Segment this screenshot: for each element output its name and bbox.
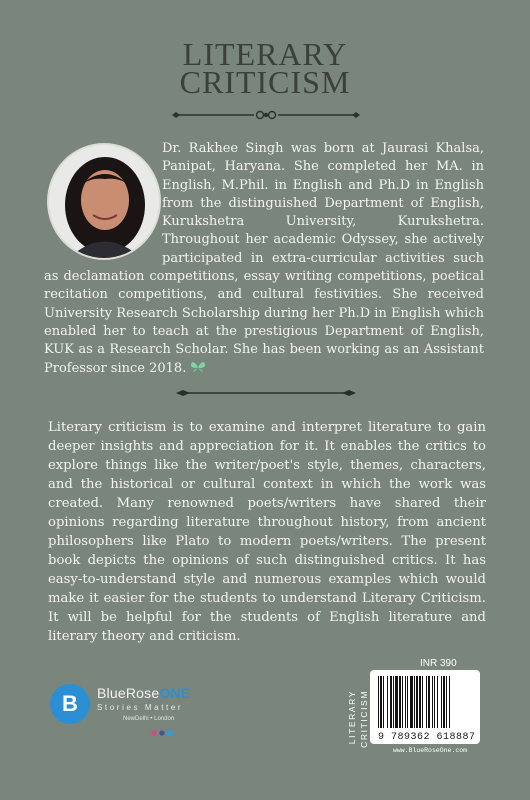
barcode-bar <box>410 676 413 728</box>
barcode-bar <box>383 676 384 728</box>
barcode-bar <box>380 676 382 728</box>
barcode-bar <box>422 676 423 728</box>
barcode-bar <box>449 676 450 728</box>
title-ornament <box>168 105 364 125</box>
barcode-bar <box>437 676 438 728</box>
publisher-logo-letter: B <box>62 691 78 716</box>
author-bio-text: Dr. Rakhee Singh was born at Jaurasi Khalsa, Panipat, Haryana. She completed her MA. in English, M.Phil. in English and Ph.D in English from the distinguished Department of English, Kurukshetra University, Kurukshetra. Throughout her academic Odyssey, she actively participated in extra-curricular activities such as declamation competitions, essay writing competitions, poetical recitation competitions, and cultural festivities. She received University Research Scholarship during her Ph.D in English which enabled her to teach at the prestigious Department of English, KUK as a Research Scholar. She has been working as an Assistant Professor since 2018. <box>44 141 484 376</box>
social-icons <box>151 729 175 737</box>
publisher-locations: NewDelhi • London <box>123 716 175 722</box>
barcode-bar <box>405 676 406 728</box>
publisher-url: www.BlueRoseOne.com <box>392 747 468 754</box>
barcode-bar <box>378 676 379 728</box>
barcode-bar <box>390 676 392 728</box>
barcode-bar <box>407 676 408 728</box>
barcode-bar <box>441 676 442 728</box>
spine-title: LITERARY CRITICISM <box>347 690 369 748</box>
isbn-number: 9 789362 618887 <box>378 732 476 743</box>
barcode-bar <box>395 676 398 728</box>
barcode-bar <box>426 676 427 728</box>
book-title-line2: CRITICISM <box>179 64 351 100</box>
author-bio <box>44 140 484 378</box>
publisher-tagline: Stories Matter <box>97 703 184 712</box>
barcode-bar <box>402 676 403 728</box>
barcode-bar <box>399 676 401 728</box>
price-label: INR 390 <box>420 658 457 669</box>
barcode-bar <box>428 676 430 728</box>
barcode-bar <box>393 676 394 728</box>
barcode-bar <box>414 676 415 728</box>
barcode-bar <box>419 676 421 728</box>
book-description: Literary criticism is to examine and interpret literature to gain deeper insights and appreciation for it. It enables the critics to explore things like the writer/poet's style, themes, characters, and the historical or cultural context in which the work was created. Many renowned poets/writers have shared their opinions regarding literature throughout history, from ancient philosophers like Plato to modern poets/writers. The present book depicts the opinions of such distinguished critics. It has easy-to-understand style and numerous examples which would make it easier for the students to understand Literary Criticism. It will be helpful for the students of English literature and literary theory and criticism. <box>48 420 486 644</box>
barcode-bar <box>434 676 435 728</box>
barcode-bar <box>416 676 418 728</box>
barcode-bar <box>446 676 447 728</box>
butterfly-icon <box>190 361 206 374</box>
publisher-name: BlueRoseONE <box>97 685 191 701</box>
barcode-bar <box>432 676 433 728</box>
barcode-bar <box>443 676 445 728</box>
book-title-line1: LITERARY <box>182 36 348 72</box>
barcode-bar <box>387 676 388 728</box>
section-divider <box>173 386 359 400</box>
